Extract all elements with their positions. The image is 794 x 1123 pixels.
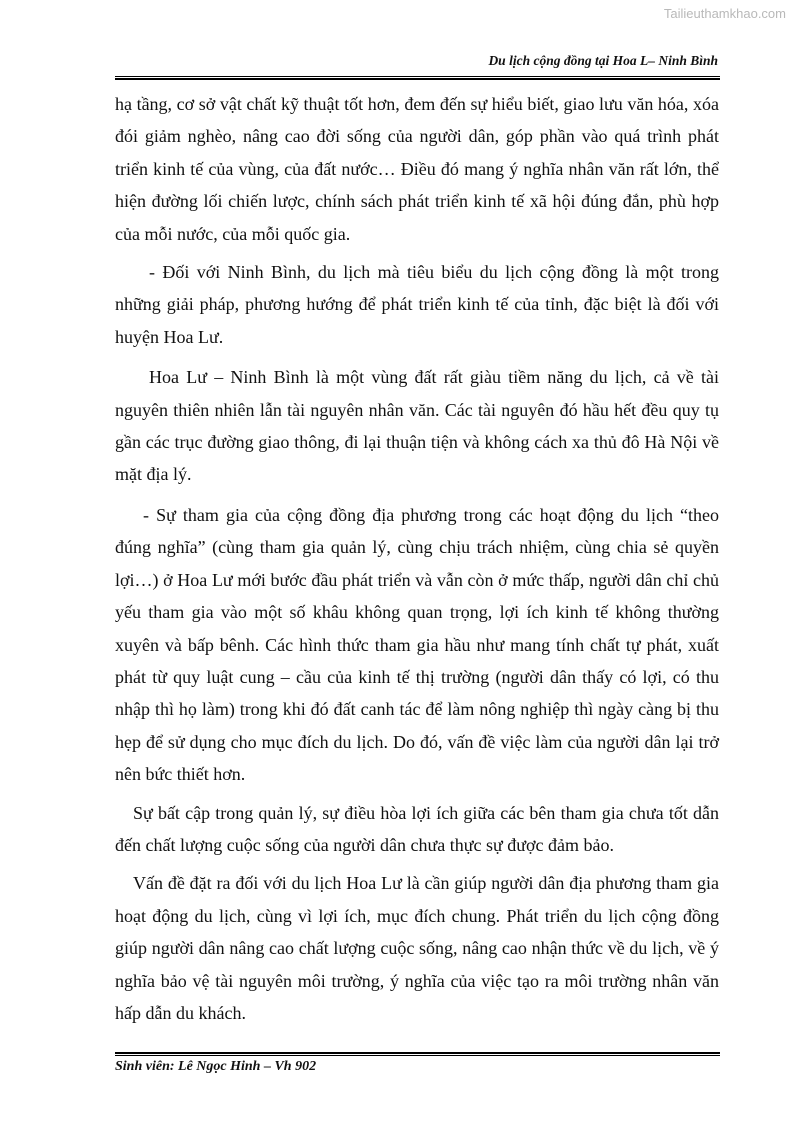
watermark-text: Tailieuthamkhao.com	[663, 6, 786, 21]
footer-author: Sinh viên: Lê Ngọc Hinh – Vh 902	[115, 1059, 317, 1074]
header-divider	[115, 76, 720, 80]
running-header-title: Du lịch cộng đồng tại Hoa L– Ninh Bình	[488, 53, 718, 68]
paragraph-6: Vấn đề đặt ra đối với du lịch Hoa Lư là cần giúp người dân địa phương tham gia hoạt động du lịch, cùng vì lợi ích, mục đích chung. Phát triển du lịch cộng đồng giúp người dân nâng cao chất lượng cuộc sống, nâng cao nhận thức về du lịch, về ý nghĩa bảo vệ tài nguyên môi trường, ý nghĩa của việc tạo ra môi trường nhân văn hấp dẫn du khách.	[115, 873, 719, 1023]
paragraph-4: - Sự tham gia của cộng đồng địa phương trong các hoạt động du lịch “theo đúng nghĩa” (cùng tham gia quản lý, cùng chịu trách nhiệm, cùng chia sẻ quyền lợi…) ở Hoa Lư mới bước đầu phát triển và vẫn còn ở mức thấp, người dân chỉ chủ yếu tham gia vào một số khâu không quan trọng, lợi ích kinh tế không thường xuyên và bấp bênh. Các hình thức tham gia hầu như mang tính chất tự phát, xuất phát từ quy luật cung – cầu của kinh tế thị trường (người dân thấy có lợi, có thu nhập thì họ làm) trong khi đó đất canh tác để làm nông nghiệp thì ngày càng bị thu hẹp để sử dụng cho mục đích du lịch. Do đó, vấn đề việc làm của người dân lại trở nên bức thiết hơn.	[115, 504, 719, 785]
footer-divider	[115, 1052, 720, 1056]
document-body	[115, 88, 719, 1029]
paragraph-2: - Đối với Ninh Bình, du lịch mà tiêu biểu du lịch cộng đồng là một trong những giải pháp, phương hướng để phát triển kinh tế của tỉnh, đặc biệt là đối với huyện Hoa Lư.	[115, 262, 719, 347]
paragraph-5: Sự bất cập trong quản lý, sự điều hòa lợi ích giữa các bên tham gia chưa tốt dẫn đến chất lượng cuộc sống của người dân chưa thực sự được đảm bảo.	[115, 802, 719, 855]
paragraph-1: hạ tầng, cơ sở vật chất kỹ thuật tốt hơn, đem đến sự hiểu biết, giao lưu văn hóa, xóa đói giảm nghèo, nâng cao đời sống của người dân, góp phần vào quá trình phát triển kinh tế của vùng, của đất nước… Điều đó mang ý nghĩa nhân văn rất lớn, thể hiện đường lối chiến lược, chính sách phát triển kinh tế xã hội đúng đắn, phù hợp của mỗi nước, của mỗi quốc gia.	[115, 94, 719, 244]
paragraph-3: Hoa Lư – Ninh Bình là một vùng đất rất giàu tiềm năng du lịch, cả về tài nguyên thiên nhiên lẫn tài nguyên nhân văn. Các tài nguyên đó hầu hết đều quy tụ gần các trục đường giao thông, đi lại thuận tiện và không cách xa thủ đô Hà Nội về mặt địa lý.	[115, 367, 719, 485]
